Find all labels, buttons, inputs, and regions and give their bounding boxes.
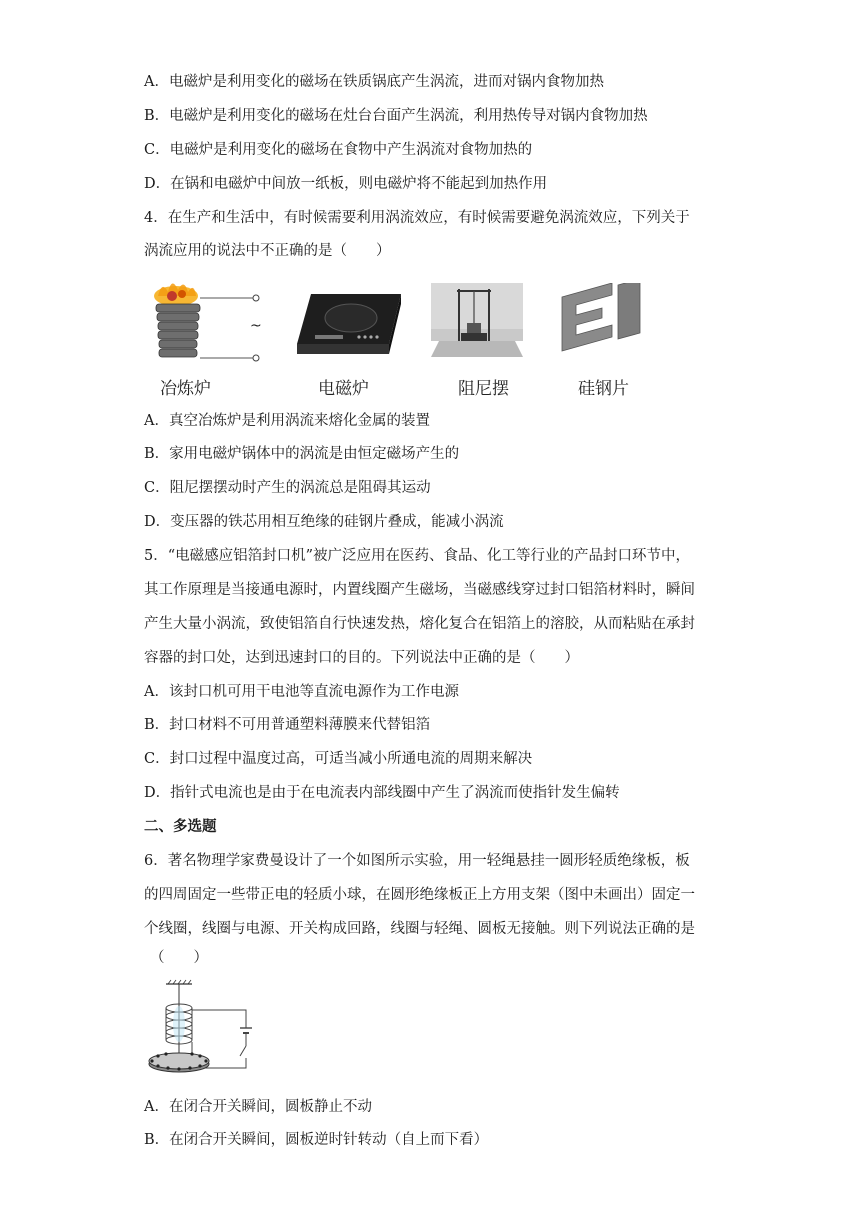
- q4-option-a: A．真空冶炼炉是利用涡流来熔化金属的装置: [144, 413, 430, 429]
- q5-stem-line-1: 5．“电磁感应铝箔封口机”被广泛应用在医药、食品、化工等行业的产品封口环节中，: [144, 548, 691, 564]
- caption-induction-cooker: 电磁炉: [318, 379, 369, 399]
- q4-stem-line-1: 4．在生产和生活中，有时候需要利用涡流效应，有时候需要避免涡流效应，下列关于: [144, 210, 690, 226]
- damping-pendulum-figure: [431, 283, 523, 363]
- q4-option-c: C．阻尼摆摆动时产生的涡流总是阻碍其运动: [144, 480, 431, 496]
- q3-option-a: A．电磁炉是利用变化的磁场在铁质锅底产生涡流，进而对锅内食物加热: [144, 74, 604, 90]
- section-heading: 二、多选题: [144, 818, 217, 835]
- q6-stem-line-4: （ ）: [150, 950, 208, 966]
- q5-option-c: C．封口过程中温度过高，可适当减小所通电流的周期来解决: [144, 751, 533, 767]
- caption-smelting-furnace: 冶炼炉: [160, 379, 211, 399]
- q6-option-b: B．在闭合开关瞬间，圆板逆时针转动（自上而下看）: [144, 1132, 489, 1148]
- q3-option-d: D．在锅和电磁炉中间放一纸板，则电磁炉将不能起到加热作用: [144, 176, 548, 192]
- smelting-furnace-figure: [146, 276, 266, 366]
- caption-damping-pendulum: 阻尼摆: [458, 379, 509, 399]
- q3-option-c: C．电磁炉是利用变化的磁场在食物中产生涡流对食物加热的: [144, 142, 533, 158]
- caption-silicon-steel: 硅钢片: [578, 379, 629, 399]
- q5-stem-line-2: 其工作原理是当接通电源时，内置线圈产生磁场，当磁感线穿过封口铝箔材料时，瞬间: [144, 582, 695, 598]
- q4-option-b: B．家用电磁炉锅体中的涡流是由恒定磁场产生的: [144, 446, 460, 462]
- q4-option-d: D．变压器的铁芯用相互绝缘的硅钢片叠成，能减小涡流: [144, 514, 504, 530]
- silicon-steel-figure: [552, 283, 644, 363]
- q5-option-d: D．指针式电流也是由于在电流表内部线圈中产生了涡流而使指针发生偏转: [144, 785, 620, 801]
- q3-option-b: B．电磁炉是利用变化的磁场在灶台台面产生涡流，利用热传导对锅内食物加热: [144, 108, 648, 124]
- ac-source-tilde: ~: [250, 318, 262, 334]
- q6-stem-line-2: 的四周固定一些带正电的轻质小球，在圆形绝缘板正上方用支架（图中未画出）固定一: [144, 887, 695, 903]
- q6-stem-line-3: 个线圈，线圈与电源、开关构成回路，线圈与轻绳、圆板无接触。则下列说法正确的是: [144, 921, 695, 937]
- q5-stem-line-4: 容器的封口处，达到迅速封口的目的。下列说法中正确的是（ ）: [144, 650, 579, 666]
- feynman-disk-figure: [144, 978, 264, 1088]
- q4-stem-line-2: 涡流应用的说法中不正确的是（ ）: [144, 243, 391, 259]
- induction-cooker-figure: [293, 290, 403, 360]
- q6-option-a: A．在闭合开关瞬间，圆板静止不动: [144, 1099, 372, 1115]
- q5-option-b: B．封口材料不可用普通塑料薄膜来代替铝箔: [144, 717, 431, 733]
- q5-stem-line-3: 产生大量小涡流，致使铝箔自行快速发热，熔化复合在铝箔上的溶胶，从而粘贴在承封: [144, 616, 695, 632]
- q6-stem-line-1: 6．著名物理学家费曼设计了一个如图所示实验，用一轻绳悬挂一圆形轻质绝缘板，板: [144, 853, 690, 869]
- q5-option-a: A．该封口机可用干电池等直流电源作为工作电源: [144, 684, 459, 700]
